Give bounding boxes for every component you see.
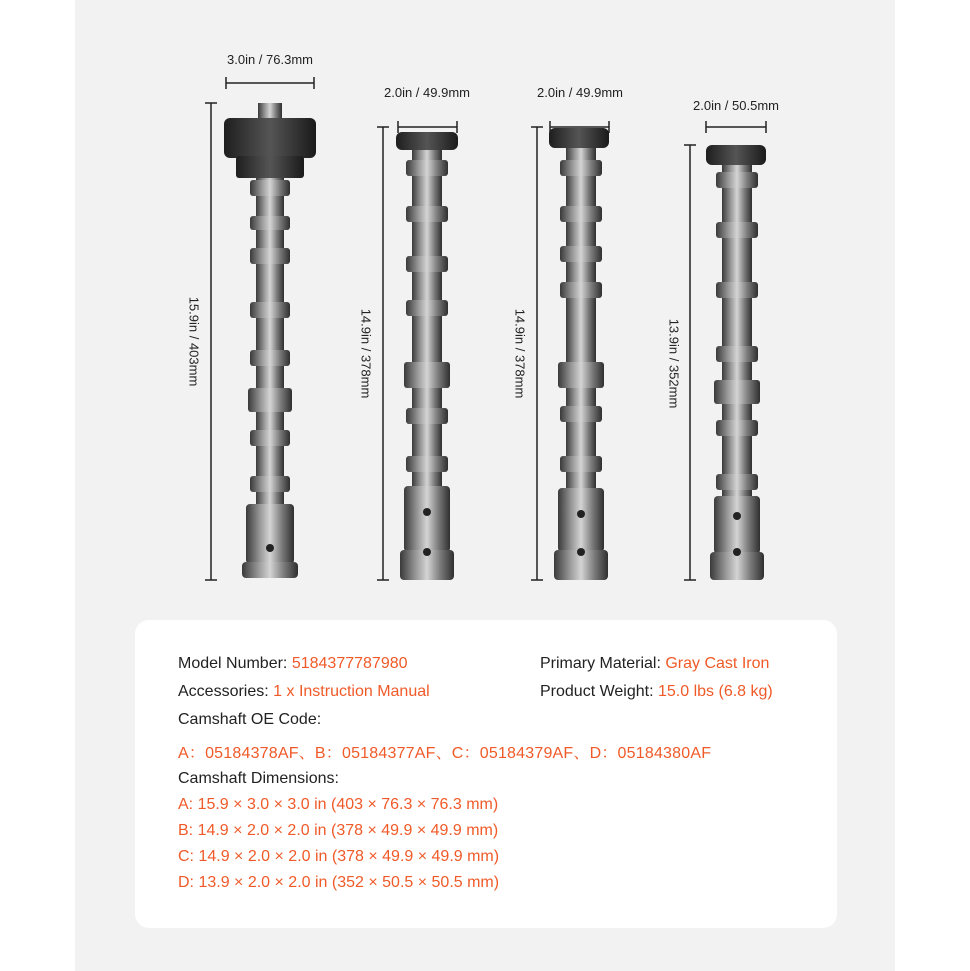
camshaft-b bbox=[396, 132, 458, 580]
height-label-b: 14.9in / 378mm bbox=[358, 308, 374, 399]
width-label-c: 2.0in / 49.9mm bbox=[537, 85, 623, 100]
dimension-line-a: A: 15.9 × 3.0 × 3.0 in (403 × 76.3 × 76.3 mm) bbox=[178, 796, 499, 813]
dimension-line-c: C: 14.9 × 2.0 × 2.0 in (378 × 49.9 × 49.9 mm) bbox=[178, 848, 500, 865]
material-value: Gray Cast Iron bbox=[665, 655, 770, 672]
height-label-a: 15.9in / 403mm bbox=[186, 296, 202, 387]
model-number bbox=[178, 655, 408, 673]
weight-label: Product Weight: bbox=[540, 683, 654, 700]
accessories-value: 1 x Instruction Manual bbox=[273, 683, 430, 700]
dimension-line-b: B: 14.9 × 2.0 × 2.0 in (378 × 49.9 × 49.9 mm) bbox=[178, 822, 499, 839]
width-label-a: 3.0in / 76.3mm bbox=[227, 52, 313, 67]
width-label-d: 2.0in / 50.5mm bbox=[693, 98, 779, 113]
model-label: Model Number: bbox=[178, 655, 288, 672]
camshaft-c bbox=[549, 128, 609, 580]
weight-value: 15.0 lbs (6.8 kg) bbox=[658, 683, 773, 700]
material-label: Primary Material: bbox=[540, 655, 661, 672]
camshaft-a bbox=[224, 103, 316, 578]
oe-code-label: Camshaft OE Code: bbox=[178, 711, 322, 728]
height-label-d: 13.9in / 352mm bbox=[666, 318, 682, 409]
product-weight bbox=[540, 683, 773, 701]
dimension-line-d: D: 13.9 × 2.0 × 2.0 in (352 × 50.5 × 50.5 mm) bbox=[178, 874, 500, 891]
height-label-c: 14.9in / 378mm bbox=[512, 308, 528, 399]
oe-codes: A：05184378AF、B：05184377AF、C：05184379AF、D：05184380AF bbox=[178, 745, 712, 762]
accessories bbox=[178, 683, 430, 701]
width-label-b: 2.0in / 49.9mm bbox=[384, 85, 470, 100]
camshaft-d bbox=[706, 145, 766, 580]
primary-material bbox=[540, 655, 769, 673]
dimensions-label: Camshaft Dimensions: bbox=[178, 770, 339, 787]
model-value: 5184377787980 bbox=[291, 655, 408, 672]
accessories-label: Accessories: bbox=[178, 683, 269, 700]
